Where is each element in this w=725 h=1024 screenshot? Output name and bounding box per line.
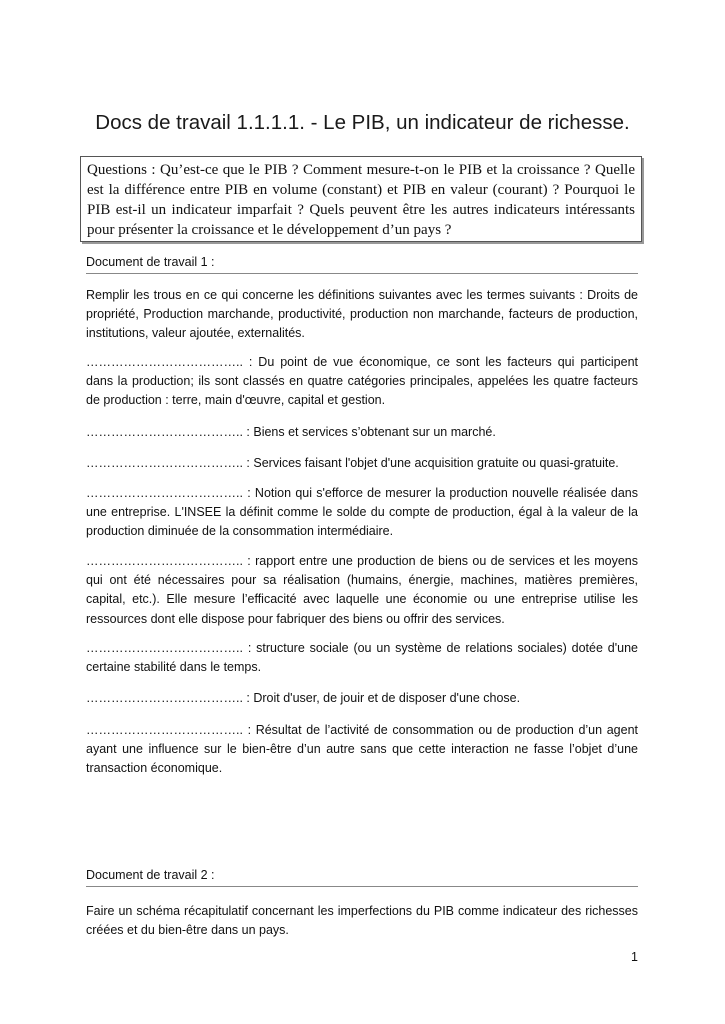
- doc2-heading: Document de travail 2 :: [86, 868, 215, 882]
- definition-6: ……………………………….. : structure sociale (ou un système de relations sociales) dotée d'une certaine stabilité dans le temps.: [86, 641, 638, 675]
- doc1-intro: Remplir les trous en ce qui concerne les définitions suivantes avec les termes suivants : Droits de propriété, Production marchande, productivité, production non marchande, facteurs de production, institutions, valeur ajoutée, externalités.: [86, 288, 638, 341]
- definition-8: ……………………………….. : Résultat de l’activité de consommation ou de production d’un agent ayant une influence sur le bien-être d’un autre sans que cette interaction ne fasse l’objet d’une transaction économique.: [86, 723, 638, 776]
- definition-1: ……………………………….. : Du point de vue économique, ce sont les facteurs qui participent dans la production; ils sont classés en quatre catégories principales, appelées les quatre facteurs de production : terre, main d'œuvre, capital et gestion.: [86, 355, 638, 408]
- divider: [86, 886, 638, 887]
- divider: [86, 273, 638, 274]
- definition-4: ……………………………….. : Notion qui s'efforce de mesurer la production nouvelle réalisée dans une entreprise. L'INSEE la définit comme le solde du compte de production, égal à la valeur de la production diminuée de la consommation intermédiaire.: [86, 486, 638, 539]
- definition-2: ……………………………….. : Biens et services s’obtenant sur un marché.: [86, 425, 496, 439]
- definition-3: ……………………………….. : Services faisant l'objet d'une acquisition gratuite ou quasi-gratuite.: [86, 456, 619, 470]
- questions-box: Questions : Qu’est-ce que le PIB ? Comment mesure-t-on le PIB et la croissance ? Quelle est la différence entre PIB en volume (constant) et PIB en valeur (courant) ? Pourquoi le PIB est-il un indicateur imparfait ? Quels peuvent être les autres indicateurs intéressants pour présenter la croissance et le développement d’un pays ?: [80, 156, 642, 242]
- definition-7: ……………………………….. : Droit d'user, de jouir et de disposer d'une chose.: [86, 691, 521, 705]
- page-title: Docs de travail 1.1.1.1. - Le PIB, un indicateur de richesse.: [95, 111, 630, 134]
- doc2-text: Faire un schéma récapitulatif concernant les imperfections du PIB comme indicateur des richesses créées et du bien-être dans un pays.: [86, 904, 638, 938]
- definition-5: ……………………………….. : rapport entre une production de biens ou de services et les moyens qui ont été nécessaires pour sa réalisation (humains, énergie, machines, matières premières, capital, etc.). Elle mesure l’efficacité avec laquelle une économie ou une entreprise utilise les ressources dont elle dispose pour fabriquer des biens ou offrir des services.: [86, 554, 638, 626]
- page-number: 1: [631, 950, 638, 964]
- doc1-heading: Document de travail 1 :: [86, 255, 215, 269]
